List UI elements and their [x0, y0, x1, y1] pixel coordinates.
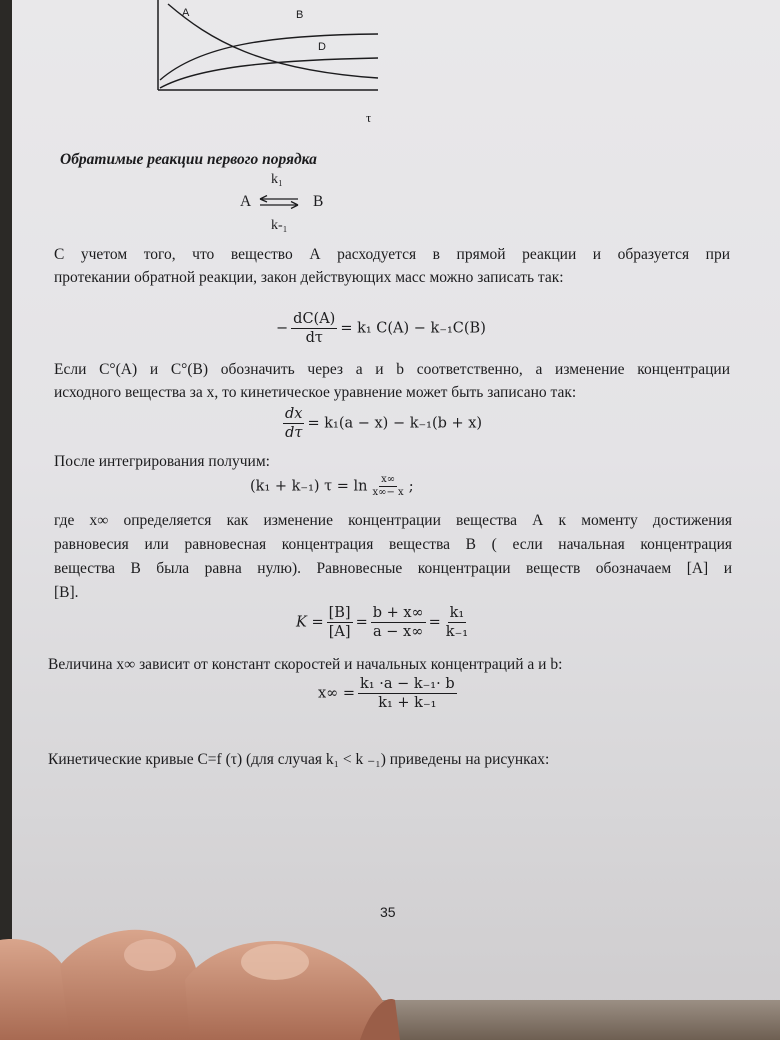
- eq4-k: K =: [296, 614, 324, 631]
- eq4-n1: [B]: [328, 605, 351, 621]
- eq1-minus: −: [276, 320, 289, 337]
- equation-4: [296, 604, 473, 641]
- scheme-right: B: [313, 193, 324, 210]
- equation-1: [276, 310, 486, 347]
- eq2-rhs: = k₁(a − x) − k₋₁(b + x): [307, 415, 483, 432]
- eq4-d1: [A]: [328, 624, 351, 640]
- curve-a: [168, 4, 378, 78]
- eq2-fraction: [283, 405, 304, 442]
- equilibrium-arrows-icon: [258, 195, 300, 209]
- eq2-den: dτ: [285, 425, 303, 441]
- eq4-n2: b + x∞: [372, 605, 424, 621]
- eq1-rhs: = k₁ C(A) − k₋₁C(B): [340, 320, 486, 337]
- section-heading: Обратимые реакции первого порядка: [60, 151, 317, 168]
- eq1-fraction: [291, 310, 337, 347]
- equation-2: [280, 405, 482, 442]
- eq5-lhs: x∞ =: [318, 685, 356, 702]
- para1-line2: протекании обратной реакции, закон действующих масс можно записать так:: [54, 269, 564, 286]
- label-b: B: [296, 9, 304, 21]
- eq3-end: ;: [408, 478, 414, 495]
- eq3-fraction: [371, 474, 406, 499]
- equation-3: [250, 474, 414, 499]
- eq1-num: dC(A): [293, 311, 336, 327]
- para4-line3: вещества В была равна нулю). Равновесные концентрации веществ обозначаем [A] и: [54, 560, 732, 577]
- scheme-left: A: [240, 193, 252, 210]
- eq4-frac1: [327, 604, 353, 641]
- label-a: A: [182, 7, 190, 19]
- eq3-num: x∞: [381, 474, 396, 485]
- para3: После интегрирования получим:: [54, 453, 270, 470]
- curve-d: [160, 58, 378, 88]
- para1-line1: С учетом того, что вещество А расходуется в прямой реакции и образуется при: [54, 246, 730, 263]
- page-number: 35: [380, 904, 396, 920]
- para6: Кинетические кривые C=f (τ) (для случая k₁ < k ₋₁) приведены на рисунках:: [48, 751, 550, 768]
- eq5-den: k₁ + k₋₁: [378, 695, 437, 711]
- eq4-eq-b: =: [428, 614, 441, 631]
- scheme-k-minus1: k-₁: [271, 218, 288, 233]
- para2-line2: исходного вещества за x, то кинетическое уравнение может быть записано так:: [54, 384, 577, 401]
- eq1-den: dτ: [305, 330, 323, 346]
- eq4-n3: k₁: [449, 605, 465, 621]
- eq4-d3: k₋₁: [445, 624, 469, 640]
- axis-tau-label: τ: [366, 110, 372, 125]
- eq5-num: k₁ ·a − k₋₁· b: [360, 676, 455, 692]
- eq4-eq-a: =: [355, 614, 368, 631]
- eq2-num: dx: [285, 406, 303, 422]
- eq4-frac2: [371, 604, 426, 641]
- eq3-lhs: (k₁ + k₋₁) τ = ln: [250, 478, 368, 495]
- eq4-d2: a − x∞: [373, 624, 424, 640]
- kinetic-curves-figure: [150, 0, 380, 100]
- label-d: D: [318, 41, 326, 53]
- para4-line2: равновесия или равновесная концентрация вещества В ( если начальная концентрация: [54, 536, 732, 553]
- para2-line1: Если С°(А) и С°(В) обозначить через a и b соответственно, а изменение концентрации: [54, 361, 730, 378]
- eq3-den: x∞− x: [372, 487, 404, 498]
- equation-5: [318, 675, 460, 712]
- curve-b: [160, 34, 378, 80]
- scheme-k1: k₁: [271, 172, 283, 187]
- fingers-photo-detail: [0, 920, 780, 1040]
- para5: Величина x∞ зависит от констант скоростей и начальных концентраций a и b:: [48, 656, 563, 673]
- para4-line4: [B].: [54, 584, 79, 601]
- eq5-fraction: [358, 675, 457, 712]
- para4-line1: где x∞ определяется как изменение концентрации вещества А к моменту достижения: [54, 512, 732, 529]
- eq4-frac3: [444, 604, 470, 641]
